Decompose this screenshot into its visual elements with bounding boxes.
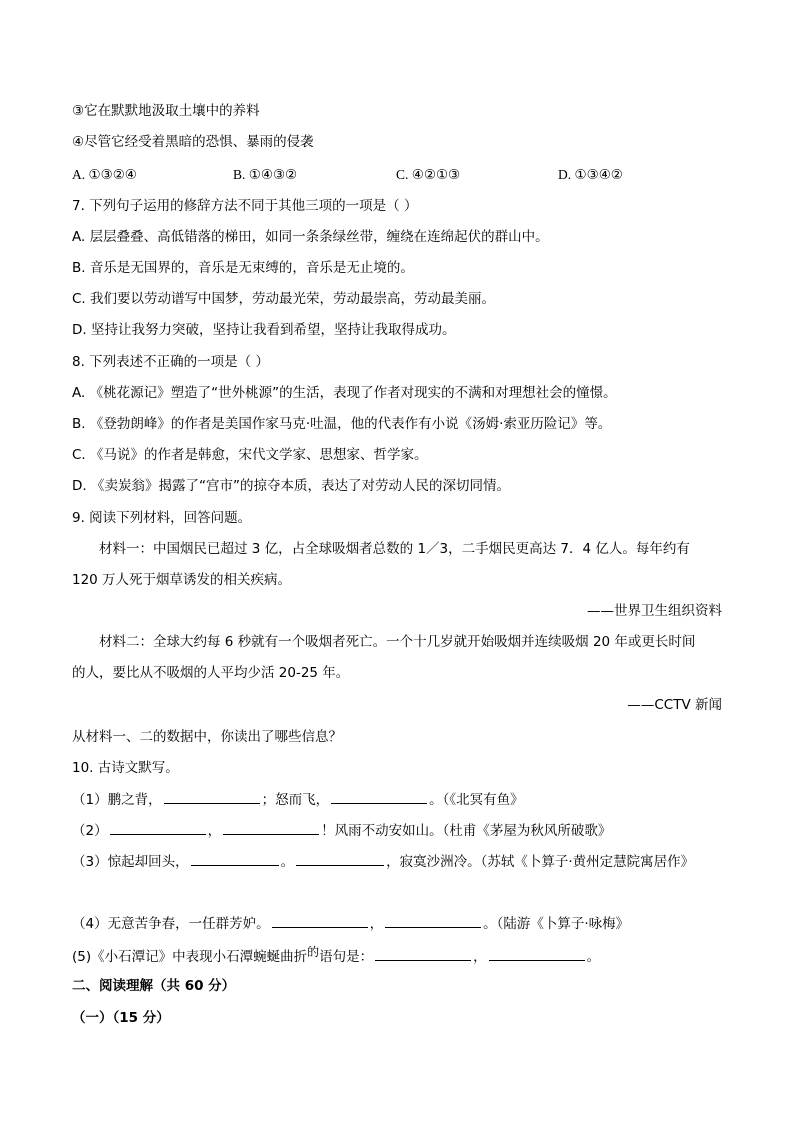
q9-question: 从材料一、二的数据中，你读出了哪些信息？ [72,729,342,745]
fill-5-blank-2[interactable] [489,946,585,961]
question-8: 8. 下列表述不正确的一项是（ ） [72,354,269,370]
q6-option-d: D. ①③④② [558,167,623,182]
item-3: ③它在默默地汲取土壤中的养料 [72,103,260,119]
material-1-line-2: 120 万人死于烟草诱发的相关疾病。 [72,572,292,588]
material-1-line-1: 材料一：中国烟民已超过 3 亿，占全球吸烟者总数的 1／3，二手烟民更高达 7．4 亿人。每年约有 [99,541,690,557]
fill-5: (5)《小石潭记》中表现小石潭蜿蜒曲折的语句是： ， 。 [72,945,601,965]
fill-2-blank-1[interactable] [110,820,206,835]
q8-option-c: C. 《马说》的作者是韩愈，宋代文学家、思想家、哲学家。 [72,447,428,463]
q8-option-a: A. 《桃花源记》塑造了“世外桃源”的生活，表现了作者对现实的不满和对理想社会的憧憬。 [72,385,617,401]
q7-option-c: C. 我们要以劳动谱写中国梦，劳动最光荣，劳动最崇高，劳动最美丽。 [72,291,496,307]
fill-5-blank-1[interactable] [375,946,471,961]
fill-1-blank-2[interactable] [331,789,427,804]
q6-option-b: B. ①④③② [233,167,298,182]
material-2-source: ——CCTV 新闻 [627,697,722,713]
q8-option-b: B. 《登勃朗峰》的作者是美国作家马克·吐温，他的代表作有小说《汤姆·索亚历险记》等。 [72,416,612,432]
question-10: 10. 古诗文默写。 [72,760,179,776]
question-7: 7. 下列句子运用的修辞方法不同于其他三项的一项是（ ） [72,198,418,214]
subsection-1-heading: （一）（15 分） [72,1010,170,1026]
fill-4-blank-1[interactable] [272,913,368,928]
material-1-source: ——世界卫生组织资料 [587,603,722,619]
section-2-heading: 二、阅读理解（共 60 分） [72,978,236,994]
material-2-line-1: 材料二：全球大约每 6 秒就有一个吸烟者死亡。一个十几岁就开始吸烟并连续吸烟 20 年或更长时间 [99,634,696,650]
q7-option-a: A. 层层叠叠、高低错落的梯田，如同一条条绿丝带，缠绕在连绵起伏的群山中。 [72,229,549,245]
fill-1-blank-1[interactable] [164,789,260,804]
fill-4: （4）无意苦争春，一任群芳妒。 ， 。（陆游《卜算子·咏梅》 [72,913,629,934]
question-9: 9. 阅读下列材料，回答问题。 [72,510,252,526]
fill-2-blank-2[interactable] [223,820,319,835]
fill-3-blank-2[interactable] [296,851,384,866]
fill-4-blank-2[interactable] [385,913,481,928]
item-4: ④尽管它经受着黑暗的恐惧、暴雨的侵袭 [72,134,314,150]
q6-option-a: A. ①③②④ [72,167,137,182]
q7-option-b: B. 音乐是无国界的，音乐是无束缚的，音乐是无止境的。 [72,260,414,276]
fill-3: （3）惊起却回头， 。 ，寂寞沙洲冷。（苏轼《卜算子·黄州定慧院寓居作》 [72,851,694,872]
q6-option-c: C. ④②①③ [396,167,461,182]
fill-2: （2） ， ！风雨不动安如山。（杜甫《茅屋为秋风所破歌》 [72,820,611,841]
q8-option-d: D. 《卖炭翁》揭露了“宫市”的掠夺本质，表达了对劳动人民的深切同情。 [72,478,510,494]
fill-3-blank-1[interactable] [191,851,279,866]
q7-option-d: D. 坚持让我努力突破，坚持让我看到希望，坚持让我取得成功。 [72,322,456,338]
material-2-line-2: 的人，要比从不吸烟的人平均少活 20-25 年。 [72,665,350,681]
fill-1: （1）鹏之背， ；怒而飞， 。（《北冥有鱼》 [72,789,524,810]
